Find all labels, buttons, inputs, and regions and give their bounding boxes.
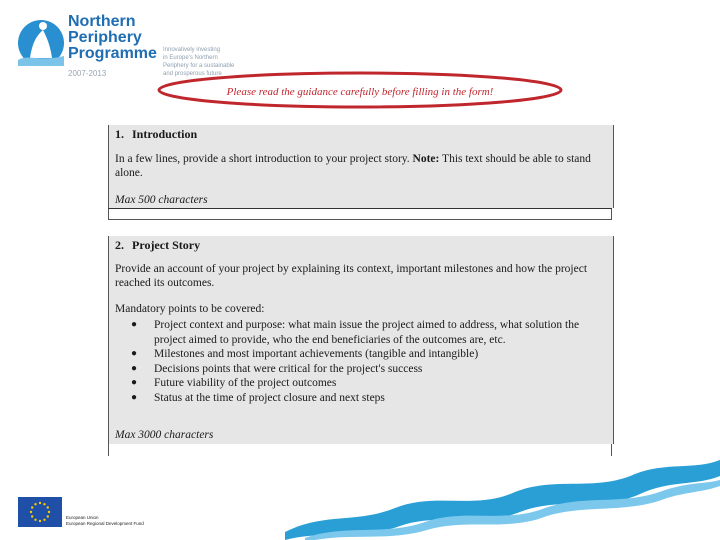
instruction-text: This text should be able to stand alone.	[115, 153, 591, 179]
section-title-text: Project Story	[132, 238, 201, 252]
logo-line: Northern	[68, 13, 136, 30]
eu-star-icon	[43, 503, 45, 505]
list-item	[131, 391, 601, 406]
logo-years: 2007-2013	[68, 69, 107, 78]
eu-funding-text	[66, 515, 144, 526]
eu-star-icon	[47, 515, 49, 517]
character-limit: Max 3000 characters	[115, 429, 214, 441]
list-item-text: Milestones and most important achievements (tangible and intangible)	[154, 348, 479, 360]
section-title	[115, 127, 197, 142]
section-input-area[interactable]	[108, 208, 612, 220]
instruction-text: In a few lines, provide a short introduction to your project story.	[115, 153, 413, 165]
list-item-text: Status at the time of project closure and next steps	[154, 391, 385, 404]
tagline-line: in Europe's Northern	[163, 55, 218, 61]
eu-star-icon	[48, 511, 50, 513]
section-project-story	[108, 236, 614, 444]
list-item	[131, 362, 601, 377]
eu-star-icon	[31, 506, 33, 508]
tagline-line: Periphery for a sustainable	[163, 63, 235, 69]
eu-text-line: European Union	[66, 515, 99, 520]
eu-star-icon	[43, 519, 45, 521]
bullet-icon: ●	[131, 348, 138, 359]
eu-star-icon	[39, 502, 41, 504]
eu-star-icon	[30, 511, 32, 513]
mandatory-points-list	[131, 318, 601, 405]
programme-logo-icon	[16, 14, 66, 72]
bullet-icon: ●	[131, 377, 138, 388]
section-intro: Provide an account of your project by explaining its context, important milestones and how the project reached its outcomes.	[115, 263, 588, 289]
list-item-text: Decisions points that were critical for the project's success	[154, 362, 423, 375]
tagline-line: and prosperous future	[163, 71, 222, 77]
eu-flag-icon	[18, 497, 62, 527]
eu-star-icon	[31, 515, 33, 517]
section-instructions	[115, 153, 595, 180]
note-label: Note:	[412, 153, 440, 165]
bullet-icon: ●	[131, 362, 138, 374]
bullet-icon: ●	[131, 391, 138, 403]
logo-line: Periphery	[68, 29, 142, 46]
guidance-callout: Please read the guidance carefully before filling in the form!	[226, 86, 494, 98]
list-item-text: Project context and purpose: what main issue the project aimed to address, what solution the project aimed to provide, who the end beneficiaries of the outcomes are, etc.	[154, 319, 580, 346]
section-number: 2.	[115, 238, 124, 252]
eu-star-icon	[39, 520, 41, 522]
section-number: 1.	[115, 127, 124, 141]
tagline-line: Innovatively investing	[163, 47, 221, 53]
eu-star-icon	[34, 519, 36, 521]
section-introduction	[108, 125, 614, 208]
bullet-icon: ●	[131, 319, 138, 330]
mandatory-label: Mandatory points to be covered:	[115, 303, 265, 315]
list-item	[131, 318, 601, 347]
logo-line: Programme	[68, 45, 157, 62]
list-item	[131, 376, 601, 391]
section-title-text: Introduction	[132, 127, 198, 141]
eu-text-line: European Regional Development Fund	[66, 520, 144, 526]
decorative-wave	[285, 452, 720, 540]
eu-star-icon	[47, 506, 49, 508]
list-item	[131, 347, 601, 362]
list-item-text: Future viability of the project outcomes	[154, 377, 337, 389]
logo-title	[68, 14, 157, 62]
eu-star-icon	[34, 503, 36, 505]
section-title	[115, 238, 200, 253]
character-limit: Max 500 characters	[115, 194, 208, 206]
